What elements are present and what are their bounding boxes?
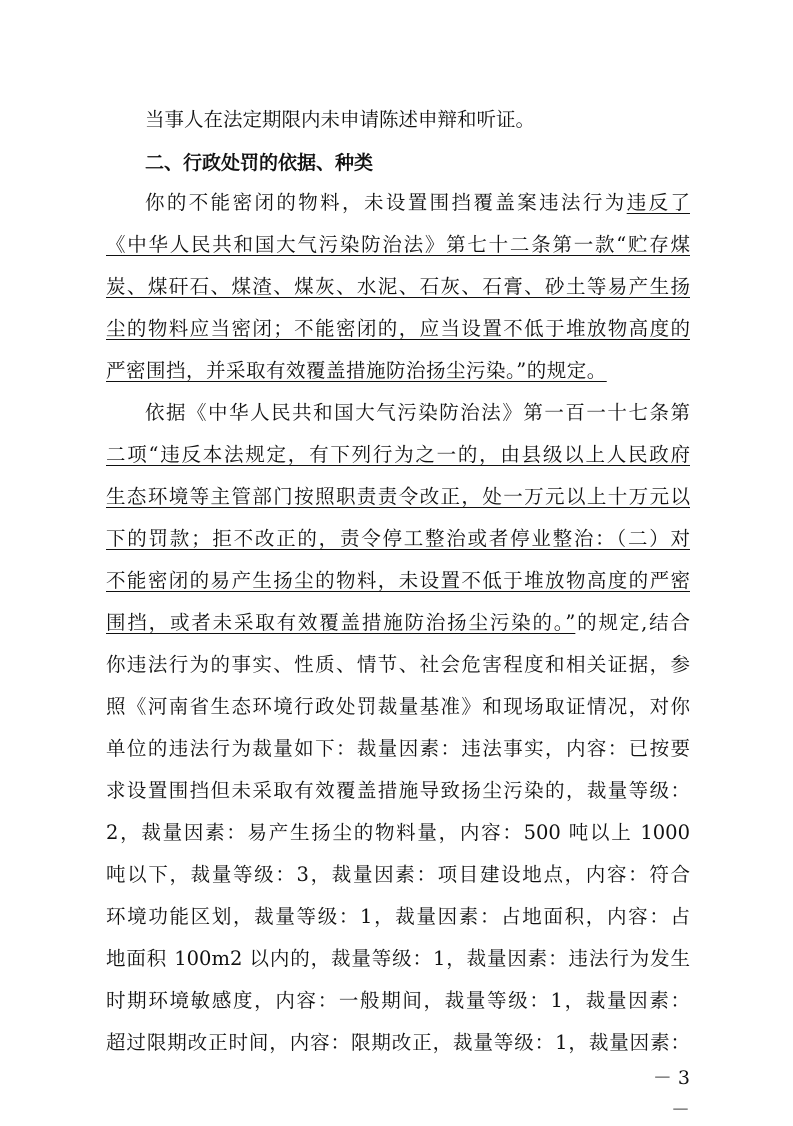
paragraph-line: 求设置围挡但未采取有效覆盖措施导致扬尘污染的，裁量等级：: [106, 779, 690, 802]
text-run: 你的不能密闭的物料，未设置围挡覆盖案违法行为: [145, 191, 627, 214]
paragraph-line: 你违法行为的事实、性质、情节、社会危害程度和相关证据，参: [106, 653, 690, 676]
paragraph-line: 超过限期改正时间，内容：限期改正，裁量等级：1，裁量因素：: [106, 1031, 690, 1054]
text-run: 的规定,结合: [575, 611, 690, 634]
paragraph-line: 二项“违反本法规定，有下列行为之一的，由县级以上人民政府: [106, 443, 690, 466]
paragraph-line: 2，裁量因素：易产生扬尘的物料量，内容：500 吨以上 1000: [106, 821, 690, 844]
paragraph-line: 依据《中华人民共和国大气污染防治法》第一百一十七条第: [145, 401, 690, 424]
paragraph-line: 炭、煤矸石、煤渣、煤灰、水泥、石灰、石膏、砂土等易产生扬: [106, 275, 690, 298]
paragraph-line: 生态环境等主管部门按照职责责令改正，处一万元以上十万元以: [106, 485, 690, 508]
paragraph-line: 不能密闭的易产生扬尘的物料，未设置不低于堆放物高度的严密: [106, 569, 690, 592]
paragraph-line: 时期环境敏感度，内容：一般期间，裁量等级：1，裁量因素：: [106, 989, 690, 1012]
paragraph-line: 照《河南省生态环境行政处罚裁量基准》和现场取证情况，对你: [106, 695, 690, 718]
paragraph-line: [145, 187, 690, 219]
paragraph-line: 《中华人民共和国大气污染防治法》第七十二条第一款“贮存煤: [106, 233, 690, 256]
paragraph-line: 尘的物料应当密闭；不能密闭的，应当设置不低于堆放物高度的: [106, 317, 690, 340]
paragraph-line: [106, 607, 690, 639]
paragraph-line: 单位的违法行为裁量如下：裁量因素：违法事实，内容：已按要: [106, 737, 690, 760]
underlined-text: 围挡，或者未采取有效覆盖措施防治扬尘污染的。”: [106, 611, 576, 634]
paragraph-line: 吨以下，裁量等级：3，裁量因素：项目建设地点，内容：符合: [106, 863, 690, 886]
paragraph-line: 下的罚款；拒不改正的，责令停工整治或者停业整治：（二）对: [106, 527, 690, 550]
paragraph-line: 当事人在法定期限内未申请陈述申辩和听证。: [145, 108, 536, 131]
page-number: － 3 －: [652, 1067, 690, 1121]
paragraph-line: 地面积 100m2 以内的，裁量等级：1，裁量因素：违法行为发生: [106, 947, 690, 970]
section-heading: 二、行政处罚的依据、种类: [145, 152, 374, 174]
underlined-text: 违反了: [626, 191, 690, 214]
paragraph-line: 环境功能区划，裁量等级：1，裁量因素：占地面积，内容：占: [106, 905, 690, 928]
paragraph-line: 严密围挡，并采取有效覆盖措施防治扬尘污染。”的规定。: [106, 359, 607, 382]
